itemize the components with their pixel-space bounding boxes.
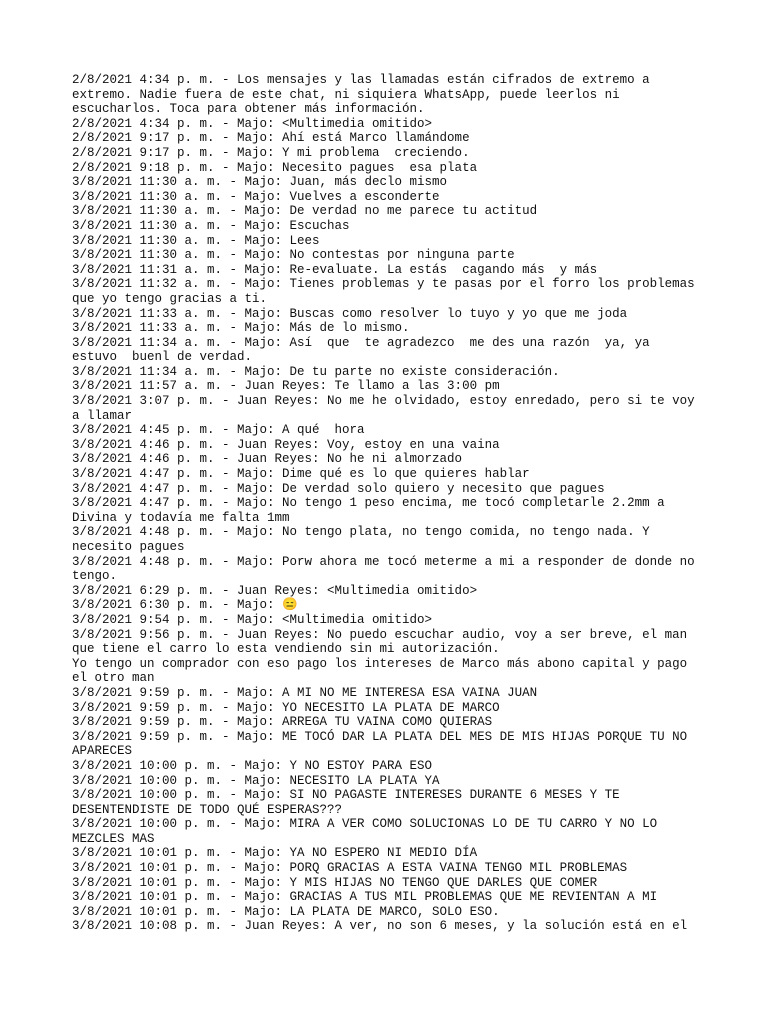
transcript-line: 3/8/2021 3:07 p. m. - Juan Reyes: No me he olvidado, estoy enredado, pero si te voy <box>72 394 695 409</box>
transcript-line: 3/8/2021 11:30 a. m. - Majo: Vuelves a esconderte <box>72 189 440 204</box>
transcript-line: 3/8/2021 11:33 a. m. - Majo: Buscas como resolver lo tuyo y yo que me joda <box>72 306 628 321</box>
transcript-line: 3/8/2021 11:57 a. m. - Juan Reyes: Te llamo a las 3:00 pm <box>72 379 500 394</box>
transcript-line: 3/8/2021 9:59 p. m. - Majo: A MI NO ME INTERESA ESA VAINA JUAN <box>72 685 538 700</box>
transcript-line: necesito pagues <box>72 540 185 554</box>
transcript-line: 3/8/2021 10:01 p. m. - Majo: PORQ GRACIAS A ESTA VAINA TENGO MIL PROBLEMAS <box>72 861 628 876</box>
transcript-line: 3/8/2021 4:48 p. m. - Majo: No tengo plata, no tengo comida, no tengo nada. Y <box>72 525 650 540</box>
transcript-line: DESENTENDISTE DE TODO QUÉ ESPERAS??? <box>72 802 343 817</box>
transcript-line: 3/8/2021 11:30 a. m. - Majo: Lees <box>72 233 320 248</box>
transcript-line: 3/8/2021 10:00 p. m. - Majo: Y NO ESTOY PARA ESO <box>72 758 433 773</box>
chat-transcript <box>72 73 702 934</box>
transcript-line: 3/8/2021 4:47 p. m. - Majo: No tengo 1 peso encima, me tocó completarle 2.2mm a <box>72 496 665 511</box>
transcript-line: 3/8/2021 11:34 a. m. - Majo: De tu parte no existe consideración. <box>72 364 560 379</box>
transcript-line: 2/8/2021 4:34 p. m. - Majo: <Multimedia omitido> <box>72 116 433 131</box>
transcript-line: 3/8/2021 9:54 p. m. - Majo: <Multimedia omitido> <box>72 612 433 627</box>
transcript-line: 3/8/2021 10:00 p. m. - Majo: SI NO PAGASTE INTERESES DURANTE 6 MESES Y TE <box>72 788 620 803</box>
transcript-line: 3/8/2021 11:30 a. m. - Majo: De verdad no me parece tu actitud <box>72 204 538 219</box>
transcript-line: 3/8/2021 9:59 p. m. - Majo: ME TOCÓ DAR LA PLATA DEL MES DE MIS HIJAS PORQUE TU NO <box>72 729 688 744</box>
transcript-line: 3/8/2021 11:31 a. m. - Majo: Re-evaluate. La estás cagando más y más <box>72 262 598 277</box>
transcript-line: 3/8/2021 4:46 p. m. - Juan Reyes: Voy, estoy en una vaina <box>72 437 500 452</box>
transcript-line: que tiene el carro lo esta vendiendo sin mi autorización. <box>72 642 500 657</box>
transcript-line: 3/8/2021 11:30 a. m. - Majo: Escuchas <box>72 218 350 233</box>
transcript-line: 3/8/2021 10:00 p. m. - Majo: NECESITO LA PLATA YA <box>72 773 440 788</box>
transcript-line: 3/8/2021 11:33 a. m. - Majo: Más de lo mismo. <box>72 321 410 336</box>
transcript-line: 3/8/2021 11:34 a. m. - Majo: Así que te agradezco me des una razón ya, ya <box>72 335 650 350</box>
transcript-line: 3/8/2021 6:30 p. m. - Majo: 😑 <box>72 598 298 613</box>
transcript-line: 3/8/2021 11:30 a. m. - Majo: No contestas por ninguna parte <box>72 248 515 263</box>
transcript-line: 3/8/2021 4:48 p. m. - Majo: Porw ahora me tocó meterme a mi a responder de donde no <box>72 554 695 569</box>
transcript-line: 3/8/2021 10:01 p. m. - Majo: LA PLATA DE MARCO, SOLO ESO. <box>72 904 500 919</box>
transcript-line: 2/8/2021 9:17 p. m. - Majo: Ahí está Marco llamándome <box>72 131 470 146</box>
transcript-line: extremo. Nadie fuera de este chat, ni siquiera WhatsApp, puede leerlos ni <box>72 87 620 102</box>
transcript-line: 3/8/2021 4:47 p. m. - Majo: Dime qué es lo que quieres hablar <box>72 467 530 482</box>
transcript-line: 3/8/2021 4:46 p. m. - Juan Reyes: No he ni almorzado <box>72 452 463 467</box>
transcript-line: 3/8/2021 10:08 p. m. - Juan Reyes: A ver, no son 6 meses, y la solución está en el <box>72 919 688 934</box>
transcript-line: 3/8/2021 10:01 p. m. - Majo: Y MIS HIJAS NO TENGO QUE DARLES QUE COMER <box>72 875 598 890</box>
transcript-line: 3/8/2021 4:47 p. m. - Majo: De verdad solo quiero y necesito que pagues <box>72 481 605 496</box>
transcript-line: MEZCLES MAS <box>72 831 155 846</box>
transcript-line: 3/8/2021 9:59 p. m. - Majo: ARREGA TU VAINA COMO QUIERAS <box>72 715 493 730</box>
transcript-line: 3/8/2021 9:59 p. m. - Majo: YO NECESITO LA PLATA DE MARCO <box>72 700 500 715</box>
transcript-line: 3/8/2021 10:01 p. m. - Majo: YA NO ESPERO NI MEDIO DÍA <box>72 846 478 861</box>
transcript-line: 2/8/2021 9:17 p. m. - Majo: Y mi problema creciendo. <box>72 145 470 160</box>
transcript-line: 2/8/2021 9:18 p. m. - Majo: Necesito pagues esa plata <box>72 160 478 175</box>
transcript-line: que yo tengo gracias a ti. <box>72 291 268 306</box>
transcript-line: Divina y todavía me falta 1mm <box>72 510 290 525</box>
transcript-line: tengo. <box>72 569 118 584</box>
transcript-line: estuvo buenl de verdad. <box>72 350 253 365</box>
transcript-line: el otro man <box>72 671 155 686</box>
transcript-line: 3/8/2021 6:29 p. m. - Juan Reyes: <Multimedia omitido> <box>72 583 478 598</box>
transcript-line: 3/8/2021 11:30 a. m. - Majo: Juan, más declo mismo <box>72 175 448 190</box>
transcript-line: 3/8/2021 10:01 p. m. - Majo: GRACIAS A TUS MIL PROBLEMAS QUE ME REVIENTAN A MI <box>72 890 658 905</box>
transcript-line: Yo tengo un comprador con eso pago los intereses de Marco más abono capital y pago <box>72 656 688 671</box>
transcript-line: a llamar <box>72 408 133 423</box>
transcript-line: 2/8/2021 4:34 p. m. - Los mensajes y las llamadas están cifrados de extremo a <box>72 73 650 87</box>
transcript-line: 3/8/2021 11:32 a. m. - Majo: Tienes problemas y te pasas por el forro los problemas <box>72 277 695 292</box>
transcript-line: 3/8/2021 4:45 p. m. - Majo: A qué hora <box>72 423 365 438</box>
transcript-line: 3/8/2021 9:56 p. m. - Juan Reyes: No puedo escuchar audio, voy a ser breve, el man <box>72 627 688 642</box>
transcript-line: escucharlos. Toca para obtener más información. <box>72 102 425 117</box>
transcript-line: APARECES <box>72 744 133 759</box>
transcript-line: 3/8/2021 10:00 p. m. - Majo: MIRA A VER COMO SOLUCIONAS LO DE TU CARRO Y NO LO <box>72 817 658 832</box>
